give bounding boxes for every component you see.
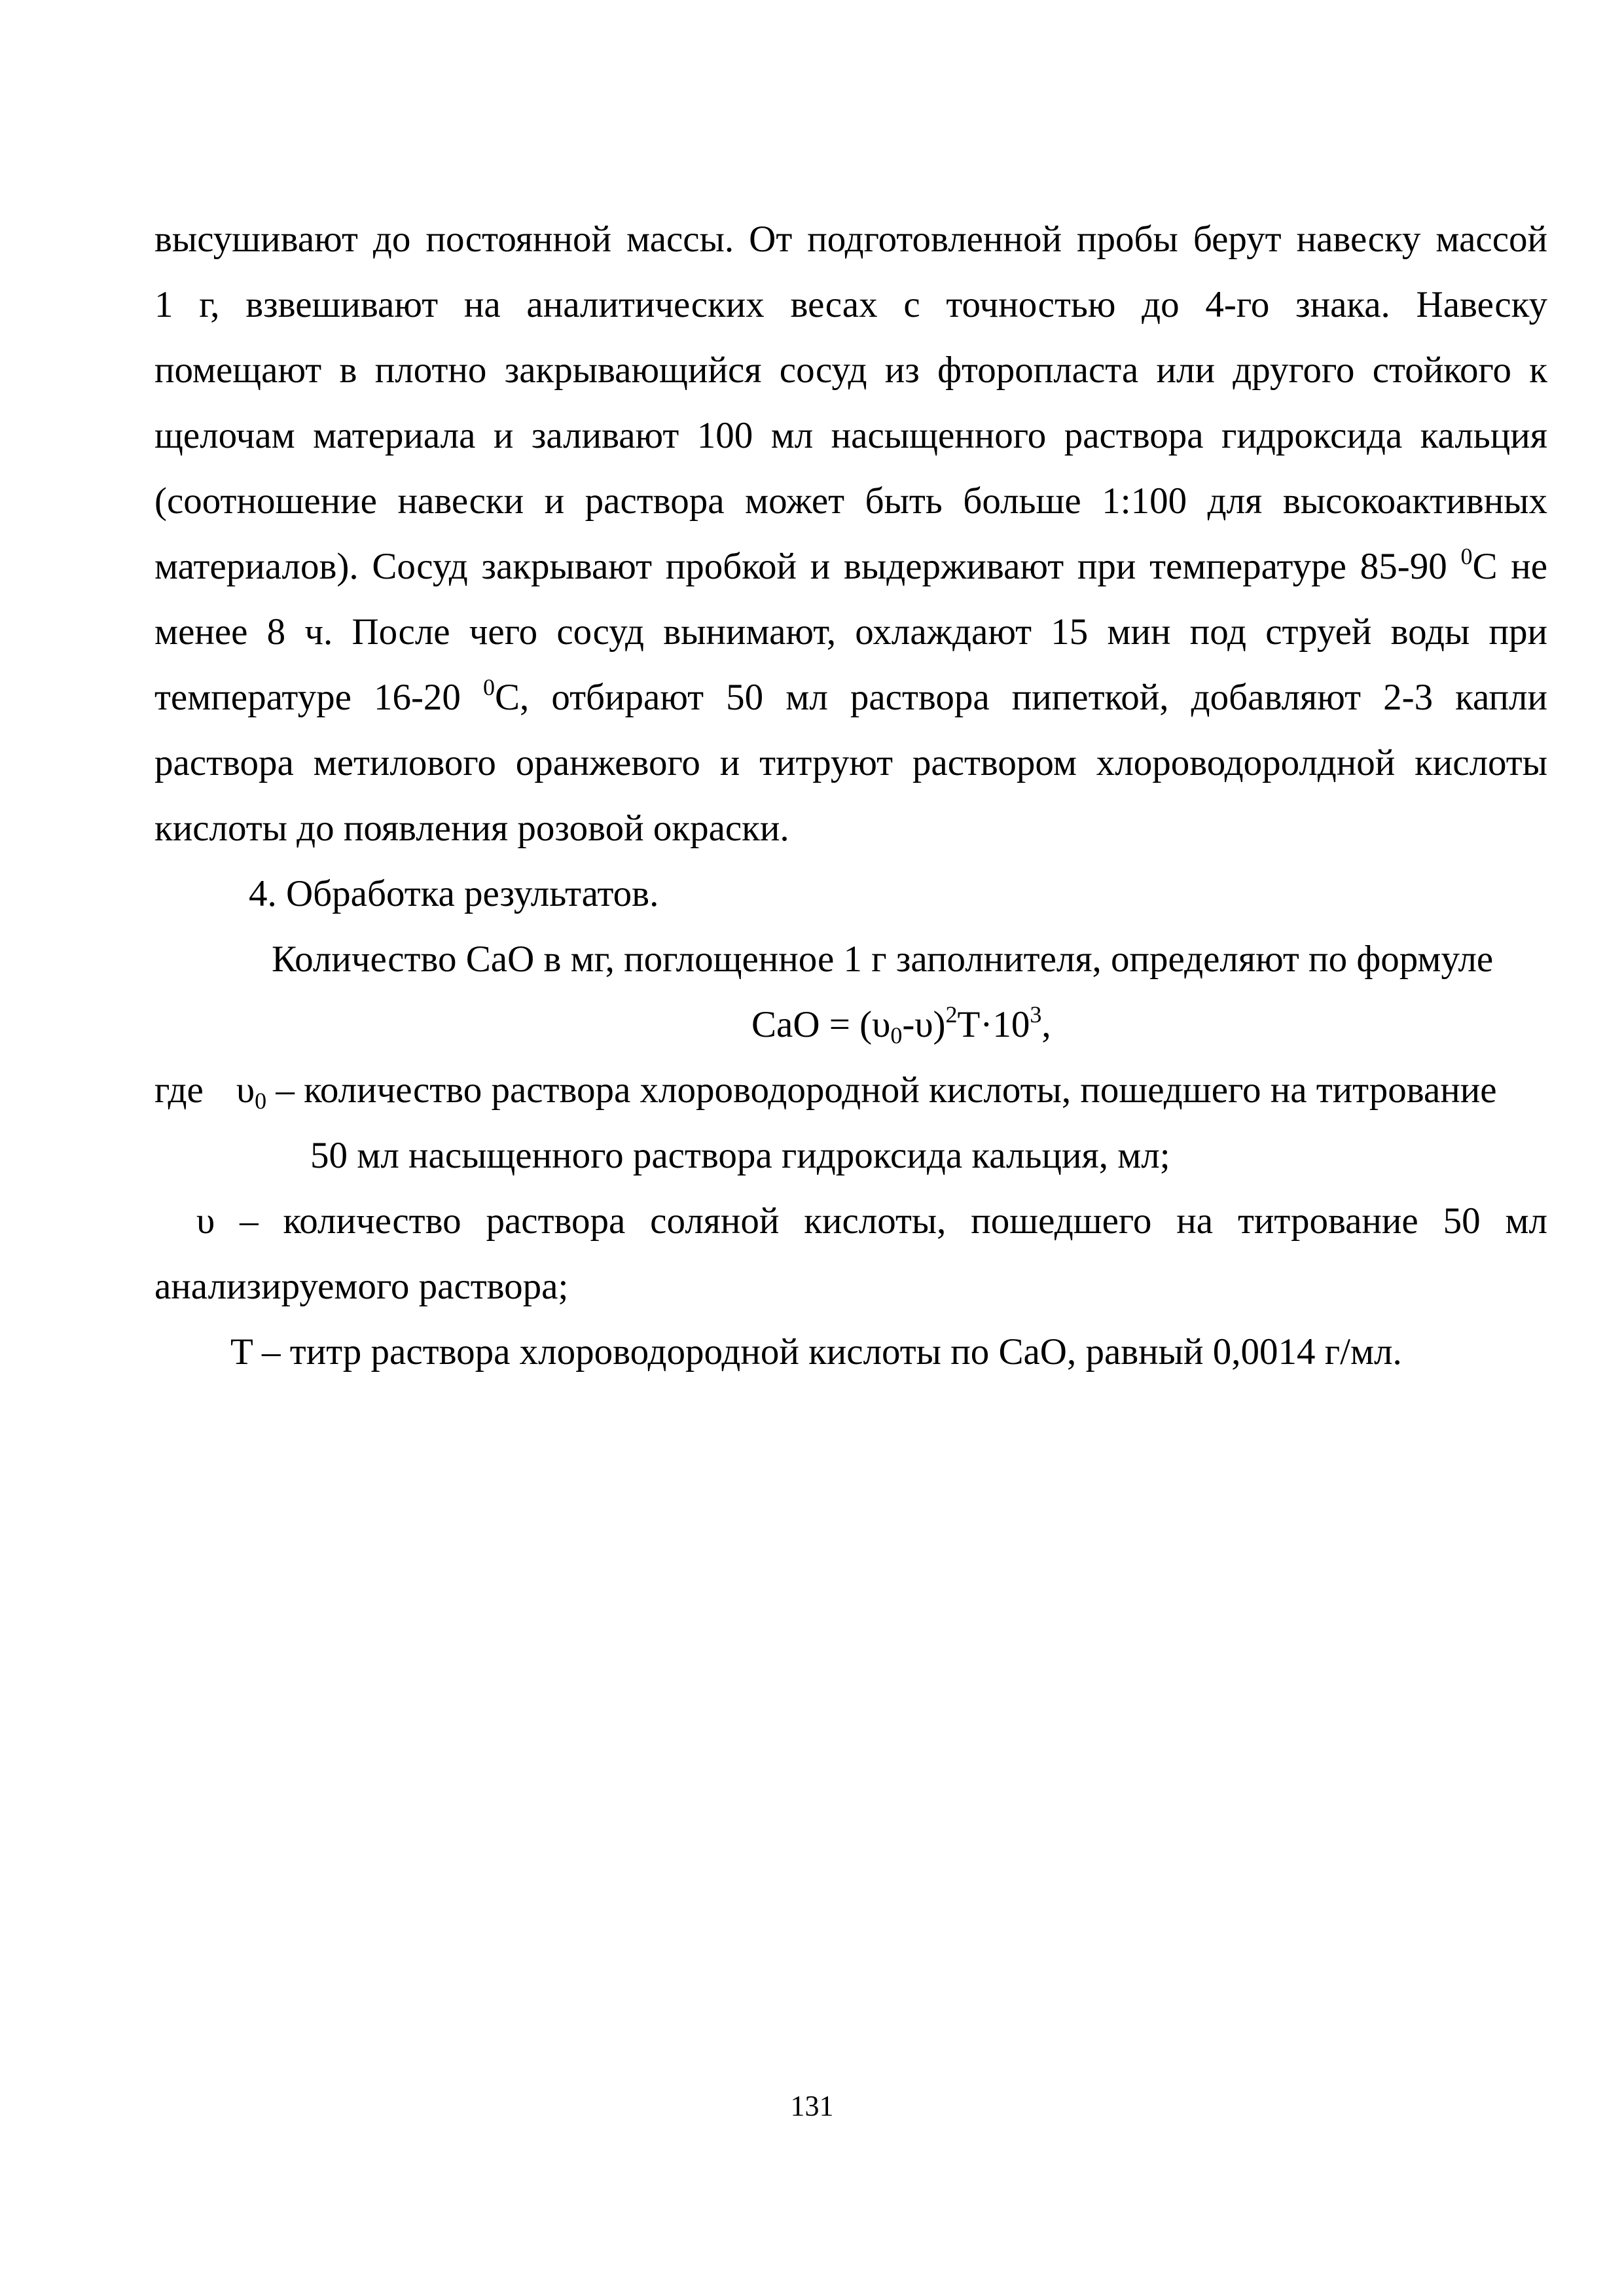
definition-text: – количество раствора хлороводородной кислоты, пошедшего на титрование: [266, 1069, 1497, 1111]
paragraph-line: помещают в плотно закрывающийся сосуд из фторопласта или другого стойкого к: [154, 350, 1547, 391]
definition-t: T – титр раствора хлороводородной кислоты по CaO, равный 0,0014 г/мл.: [230, 1331, 1402, 1372]
text-run: С не: [1472, 546, 1547, 587]
paragraph-line: [154, 672, 1547, 724]
text-run: материалов). Сосуд закрывают пробкой и выдерживают при температуре 85-90: [154, 546, 1461, 587]
definition-v0: [154, 1064, 1547, 1117]
paragraph-line: [154, 541, 1547, 593]
paragraph-line: высушивают до постоянной массы. От подготовленной пробы берут навеску массой: [154, 219, 1547, 260]
formula-expression: CaO = $(\upsilon_0-\upsilon)^2T\cdot 10^3$,: [751, 1001, 1051, 1049]
superscript: 0: [483, 674, 496, 700]
subscript: 0: [890, 1022, 903, 1049]
definition-v0-continuation: 50 мл насыщенного раствора гидроксида кальция, мл;: [310, 1135, 1170, 1176]
text-run: С, отбирают 50 мл раствора пипеткой, добавляют 2-3 капли: [495, 677, 1547, 718]
page-number: 131: [790, 2090, 834, 2122]
v0-symbol: υ: [236, 1069, 255, 1111]
superscript: 0: [1460, 543, 1473, 569]
text-run: температуре 16-20: [154, 677, 484, 718]
formula: [0, 999, 1624, 1051]
subscript: 0: [255, 1088, 267, 1114]
paragraph-line: менее 8 ч. После чего сосуд вынимают, охлаждают 15 мин под струей воды при: [154, 611, 1547, 653]
paragraph-line: кислоты до появления розовой окраски.: [154, 808, 789, 849]
paragraph-line: щелочам материала и заливают 100 мл насыщенного раствора гидроксида кальция: [154, 415, 1547, 456]
section-heading: 4. Обработка результатов.: [249, 873, 659, 914]
where-label: где: [154, 1069, 204, 1111]
formula-intro: Количество CaO в мг, поглощенное 1 г заполнителя, определяют по формуле: [272, 939, 1494, 980]
superscript: 3: [1030, 1001, 1042, 1028]
definition-v-continuation: анализируемого раствора;: [154, 1266, 569, 1307]
superscript: 2: [945, 1001, 958, 1028]
paragraph-line: раствора метилового оранжевого и титруют раствором хлороводоролдной кислоты: [154, 742, 1547, 783]
definition-v: υ – количество раствора соляной кислоты, пошедшего на титрование 50 мл: [196, 1200, 1547, 1242]
paragraph-line: (соотношение навески и раствора может быть больше 1:100 для высокоактивных: [154, 480, 1547, 522]
paragraph-line: 1 г, взвешивают на аналитических весах с точностью до 4-го знака. Навеску: [154, 284, 1547, 325]
